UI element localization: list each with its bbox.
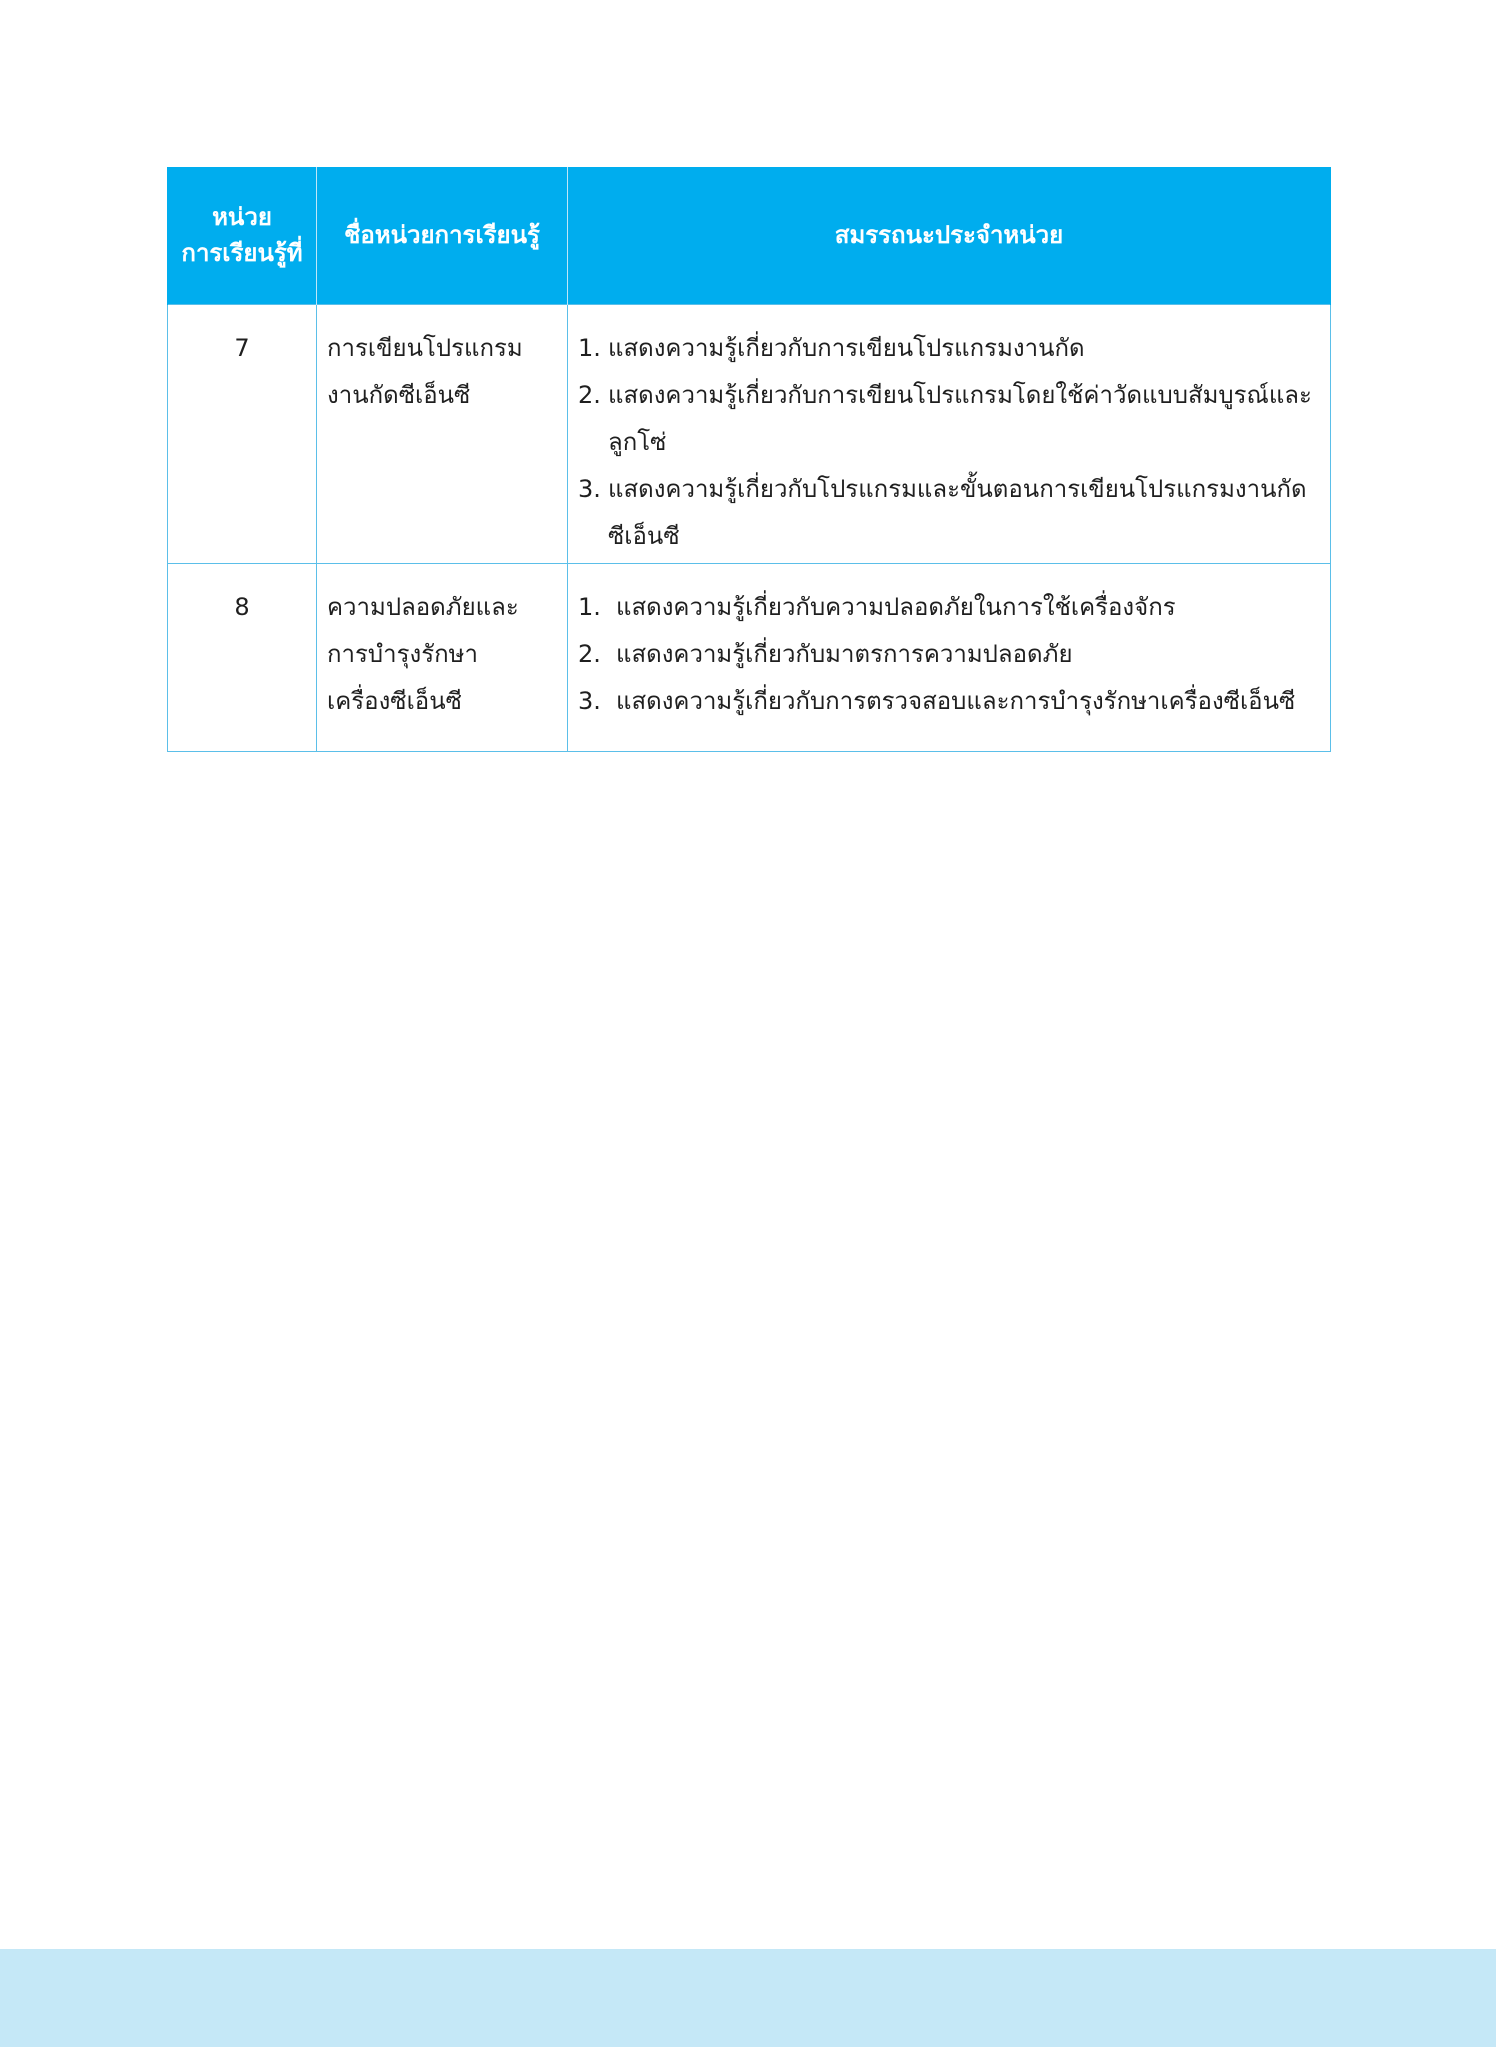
competency-list bbox=[578, 584, 1322, 725]
competency-item bbox=[578, 325, 1322, 372]
competency-number: 2. bbox=[578, 639, 601, 668]
header-unit-number bbox=[168, 167, 317, 304]
unit-number-cell: 7 bbox=[168, 304, 317, 563]
competency-number: 1. bbox=[578, 592, 601, 621]
competency-number: 1. bbox=[578, 333, 601, 362]
competency-list bbox=[578, 325, 1322, 560]
competency-cell bbox=[568, 304, 1331, 563]
header-unit-line2: การเรียนรู้ที่ bbox=[181, 239, 303, 268]
table-header-row bbox=[168, 167, 1331, 304]
unit-name-line: เครื่องซีเอ็นซี bbox=[327, 686, 462, 715]
competency-text: แสดงความรู้เกี่ยวกับความปลอดภัยในการใช้เครื่องจักร bbox=[616, 592, 1176, 621]
unit-name-cell bbox=[317, 304, 568, 563]
unit-name-cell bbox=[317, 563, 568, 751]
header-competency: สมรรถนะประจำหน่วย bbox=[568, 167, 1331, 304]
competency-item bbox=[578, 372, 1322, 466]
competency-item bbox=[578, 678, 1322, 725]
competency-text: แสดงความรู้เกี่ยวกับการเขียนโปรแกรมโดยใช้ค่าวัดแบบสัมบูรณ์และลูกโซ่ bbox=[608, 380, 1312, 456]
unit-number-cell: 8 bbox=[168, 563, 317, 751]
competency-item bbox=[578, 631, 1322, 678]
unit-competency-table bbox=[167, 167, 1331, 752]
footer-band bbox=[0, 1949, 1496, 2047]
competency-number: 3. bbox=[578, 686, 601, 715]
unit-name-line: งานกัดซีเอ็นซี bbox=[327, 380, 471, 409]
header-unit-name: ชื่อหน่วยการเรียนรู้ bbox=[317, 167, 568, 304]
competency-item bbox=[578, 584, 1322, 631]
unit-name-line: ความปลอดภัยและ bbox=[327, 592, 519, 621]
competency-text: แสดงความรู้เกี่ยวกับการตรวจสอบและการบำรุงรักษาเครื่องซีเอ็นซี bbox=[616, 686, 1296, 715]
table-row bbox=[168, 304, 1331, 563]
table-row bbox=[168, 563, 1331, 751]
competency-text: แสดงความรู้เกี่ยวกับโปรแกรมและขั้นตอนการเขียนโปรแกรมงานกัดซีเอ็นซี bbox=[608, 474, 1307, 550]
competency-text: แสดงความรู้เกี่ยวกับมาตรการความปลอดภัย bbox=[616, 639, 1073, 668]
competency-number: 3. bbox=[578, 474, 601, 503]
competency-cell bbox=[568, 563, 1331, 751]
competency-item bbox=[578, 466, 1322, 560]
header-unit-line1: หน่วย bbox=[212, 203, 272, 232]
unit-name-line: การบำรุงรักษา bbox=[327, 639, 478, 668]
competency-text: แสดงความรู้เกี่ยวกับการเขียนโปรแกรมงานกัด bbox=[608, 333, 1085, 362]
competency-number: 2. bbox=[578, 380, 601, 409]
unit-name-line: การเขียนโปรแกรม bbox=[327, 333, 523, 362]
